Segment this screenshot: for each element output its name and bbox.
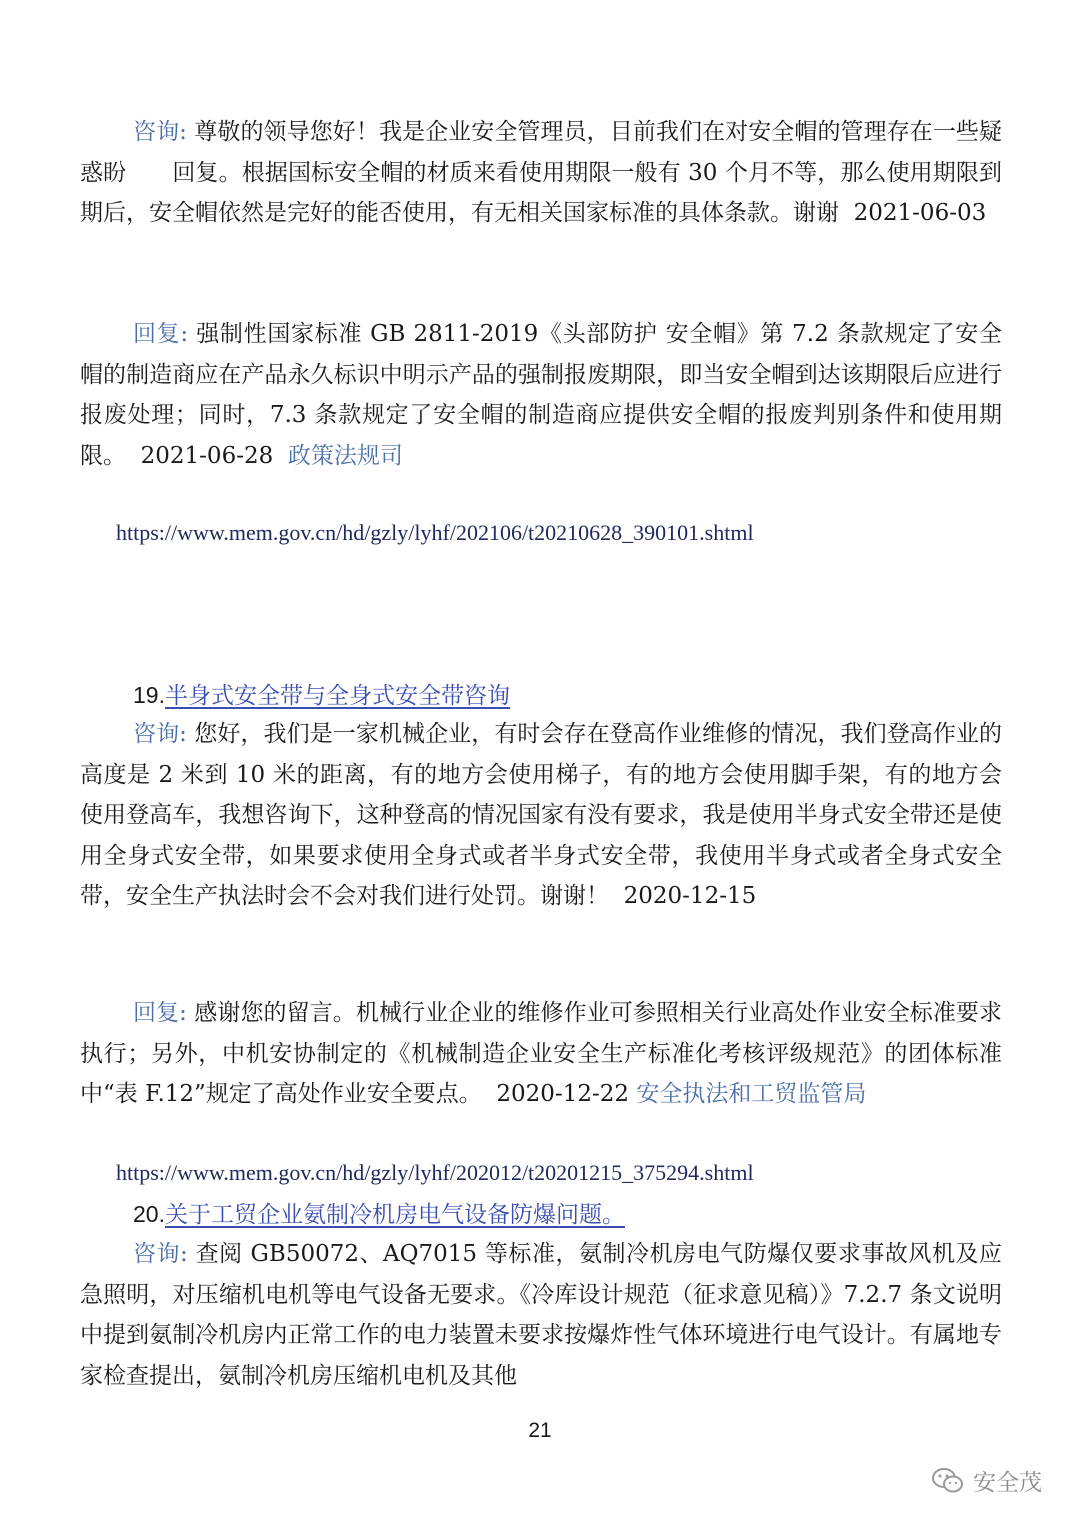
- question-text: 您好，我们是一家机械企业，有时会存在登高作业维修的情况，我们登高作业的高度是 2 米到 10 米的距离，有的地方会使用梯子，有的地方会使用脚手架，有的地方会使用登高车，我想咨询下，这种登高的情况国家有没有要求，我是使用半身式安全带还是使用全身式安全带，如果要求使用全身式或者半身式安全带，我使用半身式或者全身式安全带，安全生产执法时会不会对我们进行处罚。谢谢！: [80, 721, 1003, 909]
- heading-number: 19.: [133, 682, 165, 708]
- heading-link[interactable]: 关于工贸企业氨制冷机房电气设备防爆问题。: [164, 1202, 625, 1228]
- question-label: 咨询:: [133, 721, 187, 747]
- watermark-text: 安全茂: [973, 1470, 1042, 1496]
- reply-department: 政策法规司: [287, 442, 403, 469]
- q19-reply: [80, 993, 1002, 1115]
- watermark: [931, 1464, 1042, 1497]
- heading-link[interactable]: 半身式安全带与全身式安全带咨询: [164, 683, 510, 709]
- q20-question: [80, 1234, 1002, 1396]
- reply-date: 2020-12-22: [496, 1081, 630, 1107]
- question-label: 咨询:: [133, 1241, 188, 1267]
- page-number: 21: [528, 1419, 552, 1442]
- q19-heading: [133, 675, 526, 716]
- question-date: 2021-06-03: [853, 200, 987, 226]
- question-label: 咨询:: [133, 119, 187, 145]
- reply-label: 回复:: [133, 321, 189, 347]
- reply-text: 感谢您的留言。机械行业企业的维修作业可参照相关行业高处作业安全标准要求执行；另外，中机安协制定的《机械制造企业安全生产标准化考核评级规范》的团体标准中“表 F.12”规定了高处作业安全要点。: [80, 1000, 1003, 1107]
- q18-reply: [80, 314, 1002, 476]
- question-text: 查阅 GB50072、AQ7015 等标准，氨制冷机房电气防爆仅要求事故风机及应急照明，对压缩机电机等电气设备无要求。《冷库设计规范（征求意见稿）》7.2.7 条文说明中提到氨制冷机房内正常工作的电力装置未要求按爆炸性气体环境进行电气设计。有属地专家检查提出，氨制冷机房压缩机电机及其他: [80, 1241, 1003, 1389]
- reply-text: 强制性国家标准 GB 2811-2019《头部防护 安全帽》第 7.2 条款规定了安全帽的制造商应在产品永久标识中明示产品的强制报废期限，即当安全帽到达该期限后应进行报废处理；同时，7.3 条款规定了安全帽的制造商应提供安全帽的报废判别条件和使用期限。: [80, 321, 1002, 469]
- heading-number: 20.: [133, 1201, 165, 1227]
- q19-question: [80, 714, 1002, 917]
- q18-source-url[interactable]: https://www.mem.gov.cn/hd/gzly/lyhf/202106/t20210628_390101.shtml: [116, 520, 754, 545]
- reply-date: 2021-06-28: [140, 442, 274, 469]
- reply-department: 安全执法和工贸监管局: [636, 1081, 867, 1107]
- q20-heading: [133, 1194, 641, 1235]
- question-date: 2020-12-15: [623, 883, 757, 909]
- q19-source-url[interactable]: https://www.mem.gov.cn/hd/gzly/lyhf/202012/t20201215_375294.shtml: [116, 1160, 754, 1185]
- q18-question: [80, 112, 1002, 234]
- wechat-icon: [931, 1466, 965, 1496]
- reply-label: 回复:: [133, 1000, 187, 1026]
- question-text: 尊敬的领导您好！我是企业安全管理员，目前我们在对安全帽的管理存在一些疑惑盼 回复。根据国标安全帽的材质来看使用期限一般有 30 个月不等，那么使用期限到期后，安全帽依然是完好的能否使用，有无相关国家标准的具体条款。谢谢: [80, 119, 1003, 226]
